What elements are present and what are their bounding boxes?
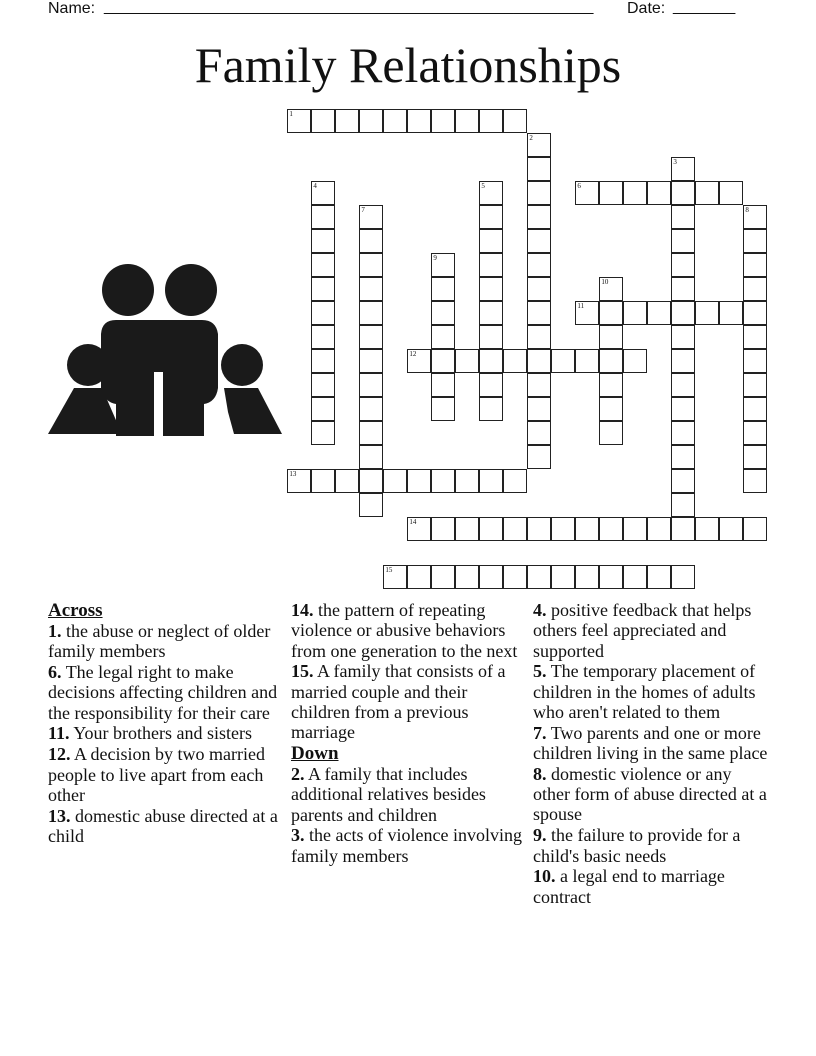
grid-cell[interactable]	[359, 277, 383, 301]
grid-cell[interactable]	[359, 205, 383, 229]
cell-number: 5	[481, 182, 485, 191]
clue-number: 2.	[291, 764, 305, 785]
grid-cell[interactable]	[647, 181, 671, 205]
cell-number: 2	[529, 134, 533, 143]
grid-cell[interactable]	[479, 565, 503, 589]
grid-cell[interactable]	[311, 421, 335, 445]
grid-cell[interactable]	[599, 277, 623, 301]
grid-cell[interactable]	[743, 205, 767, 229]
family-icon	[46, 262, 284, 436]
grid-cell[interactable]	[479, 349, 503, 373]
grid-cell[interactable]	[719, 517, 743, 541]
clue-item	[533, 600, 768, 661]
grid-cell[interactable]	[359, 253, 383, 277]
clue-item	[291, 825, 526, 866]
grid-cell[interactable]	[527, 349, 551, 373]
grid-cell[interactable]	[527, 373, 551, 397]
grid-cell[interactable]	[575, 301, 599, 325]
clue-number: 9.	[533, 825, 547, 846]
grid-cell[interactable]	[407, 517, 431, 541]
clue-text: The legal right to make decisions affecting children and the responsibility for their care	[48, 662, 278, 723]
grid-cell[interactable]	[527, 565, 551, 589]
grid-cell[interactable]	[311, 229, 335, 253]
grid-cell[interactable]	[671, 181, 695, 205]
grid-cell[interactable]	[551, 517, 575, 541]
grid-cell[interactable]	[695, 181, 719, 205]
grid-cell[interactable]	[671, 253, 695, 277]
grid-cell[interactable]	[359, 421, 383, 445]
grid-cell[interactable]	[359, 493, 383, 517]
grid-cell[interactable]	[623, 565, 647, 589]
grid-cell[interactable]	[431, 349, 455, 373]
grid-cell[interactable]	[455, 565, 479, 589]
grid-cell[interactable]	[479, 253, 503, 277]
grid-cell[interactable]	[743, 517, 767, 541]
cell-number: 1	[289, 110, 293, 119]
grid-cell[interactable]	[527, 229, 551, 253]
clue-number: 4.	[533, 600, 547, 620]
grid-cell[interactable]	[503, 517, 527, 541]
grid-cell[interactable]	[479, 517, 503, 541]
down-heading: Down	[291, 743, 339, 765]
grid-cell[interactable]	[479, 205, 503, 229]
grid-cell[interactable]	[359, 349, 383, 373]
clue-text: positive feedback that helps others feel appreciated and supported	[533, 600, 752, 661]
clue-item	[533, 866, 768, 907]
grid-cell[interactable]	[671, 469, 695, 493]
grid-cell[interactable]	[527, 325, 551, 349]
grid-cell[interactable]	[743, 229, 767, 253]
cell-number: 6	[577, 182, 581, 191]
grid-cell[interactable]	[695, 301, 719, 325]
grid-cell[interactable]	[575, 517, 599, 541]
grid-cell[interactable]	[311, 397, 335, 421]
grid-cell[interactable]	[479, 181, 503, 205]
clue-item	[291, 661, 526, 742]
grid-cell[interactable]	[407, 565, 431, 589]
clue-item	[48, 806, 283, 847]
clue-number: 14.	[291, 600, 314, 620]
grid-cell[interactable]	[719, 181, 743, 205]
grid-cell[interactable]	[431, 373, 455, 397]
grid-cell[interactable]	[599, 301, 623, 325]
grid-cell[interactable]	[671, 301, 695, 325]
grid-cell[interactable]	[743, 301, 767, 325]
grid-cell[interactable]	[719, 301, 743, 325]
grid-cell[interactable]	[527, 421, 551, 445]
grid-cell[interactable]	[671, 157, 695, 181]
grid-cell[interactable]	[383, 109, 407, 133]
grid-cell[interactable]	[407, 469, 431, 493]
cell-number: 8	[745, 206, 749, 215]
grid-cell[interactable]	[431, 277, 455, 301]
clue-text: the abuse or neglect of older family members	[48, 621, 271, 662]
grid-cell[interactable]	[431, 565, 455, 589]
name-field[interactable]: _______________________________________________________	[104, 0, 594, 15]
grid-cell[interactable]	[407, 109, 431, 133]
grid-cell[interactable]	[671, 277, 695, 301]
clue-text: Your brothers and sisters	[73, 723, 253, 744]
cell-number: 12	[409, 350, 417, 359]
grid-cell[interactable]	[431, 109, 455, 133]
clue-item	[533, 764, 768, 825]
grid-cell[interactable]	[479, 397, 503, 421]
grid-cell[interactable]	[743, 445, 767, 469]
grid-cell[interactable]	[647, 301, 671, 325]
grid-cell[interactable]	[311, 373, 335, 397]
grid-cell[interactable]	[287, 109, 311, 133]
grid-cell[interactable]	[431, 469, 455, 493]
clue-item	[533, 825, 768, 866]
clue-text: Two parents and one or more children living in the same place	[533, 722, 768, 764]
grid-cell[interactable]	[599, 565, 623, 589]
grid-cell[interactable]	[599, 181, 623, 205]
grid-cell[interactable]	[311, 469, 335, 493]
cell-number: 9	[433, 254, 437, 263]
clue-item	[291, 600, 526, 661]
grid-cell[interactable]	[479, 229, 503, 253]
clue-text: the pattern of repeating violence or abusive behaviors from one generation to the next	[291, 600, 518, 661]
grid-cell[interactable]	[455, 469, 479, 493]
grid-cell[interactable]	[431, 517, 455, 541]
grid-cell[interactable]	[503, 349, 527, 373]
grid-cell[interactable]	[743, 325, 767, 349]
grid-cell[interactable]	[431, 397, 455, 421]
grid-cell[interactable]	[359, 325, 383, 349]
clue-text: a legal end to marriage contract	[533, 866, 725, 907]
grid-cell[interactable]	[311, 205, 335, 229]
clue-item	[533, 661, 768, 722]
grid-cell[interactable]	[383, 469, 407, 493]
clue-text: domestic abuse directed at a child	[48, 805, 278, 846]
clues-column-3	[533, 600, 768, 907]
across-heading: Across	[48, 600, 103, 621]
name-label: Name:	[48, 0, 96, 17]
grid-cell[interactable]	[671, 325, 695, 349]
grid-cell[interactable]	[311, 277, 335, 301]
grid-cell[interactable]	[383, 565, 407, 589]
cell-number: 10	[601, 278, 609, 287]
date-field[interactable]: _______	[673, 0, 736, 15]
grid-cell[interactable]	[455, 109, 479, 133]
clue-number: 13.	[48, 805, 71, 826]
clue-item	[533, 723, 768, 764]
grid-cell[interactable]	[359, 373, 383, 397]
grid-cell[interactable]	[311, 181, 335, 205]
grid-cell[interactable]	[599, 517, 623, 541]
grid-cell[interactable]	[671, 517, 695, 541]
grid-cell[interactable]	[671, 445, 695, 469]
page-title: Family Relationships	[194, 37, 622, 93]
clue-number: 3.	[291, 825, 305, 846]
grid-cell[interactable]	[743, 277, 767, 301]
grid-cell[interactable]	[359, 397, 383, 421]
grid-cell[interactable]	[575, 181, 599, 205]
grid-cell[interactable]	[407, 349, 431, 373]
clue-number: 8.	[533, 763, 547, 784]
cell-number: 14	[409, 518, 417, 527]
grid-cell[interactable]	[599, 397, 623, 421]
grid-cell[interactable]	[455, 349, 479, 373]
clue-text: domestic violence or any other form of abuse directed at a spouse	[533, 763, 767, 825]
clue-number: 6.	[48, 662, 62, 683]
grid-cell[interactable]	[455, 517, 479, 541]
grid-cell[interactable]	[671, 397, 695, 421]
grid-cell[interactable]	[359, 109, 383, 133]
grid-cell[interactable]	[431, 301, 455, 325]
grid-cell[interactable]	[311, 349, 335, 373]
grid-cell[interactable]	[599, 349, 623, 373]
grid-cell[interactable]	[479, 301, 503, 325]
grid-cell[interactable]	[503, 565, 527, 589]
date-label: Date:	[627, 0, 666, 17]
grid-cell[interactable]	[671, 205, 695, 229]
grid-cell[interactable]	[527, 397, 551, 421]
cell-number: 11	[577, 302, 585, 311]
grid-cell[interactable]	[527, 301, 551, 325]
grid-cell[interactable]	[527, 277, 551, 301]
clue-item	[48, 621, 283, 662]
grid-cell[interactable]	[575, 565, 599, 589]
clue-number: 7.	[533, 722, 547, 743]
grid-cell[interactable]	[359, 229, 383, 253]
clue-text: The temporary placement of children in the homes of adults who aren't related to them	[533, 661, 756, 722]
grid-cell[interactable]	[311, 301, 335, 325]
cell-number: 3	[673, 158, 677, 167]
cell-number: 15	[385, 566, 393, 575]
grid-cell[interactable]	[743, 349, 767, 373]
grid-cell[interactable]	[311, 109, 335, 133]
grid-cell[interactable]	[743, 397, 767, 421]
grid-cell[interactable]	[479, 277, 503, 301]
grid-cell[interactable]	[671, 493, 695, 517]
clue-text: A family that includes additional relatives besides parents and children	[291, 764, 486, 825]
grid-cell[interactable]	[311, 325, 335, 349]
clue-item	[48, 662, 283, 723]
cell-number: 7	[361, 206, 365, 215]
clue-item	[48, 723, 283, 743]
grid-cell[interactable]	[599, 421, 623, 445]
grid-cell[interactable]	[671, 421, 695, 445]
clue-number: 15.	[291, 661, 314, 682]
grid-cell[interactable]	[527, 517, 551, 541]
clue-item	[48, 744, 283, 805]
grid-cell[interactable]	[647, 565, 671, 589]
cell-number: 4	[313, 182, 317, 191]
clue-number: 1.	[48, 621, 62, 641]
clue-number: 5.	[533, 661, 547, 682]
grid-cell[interactable]	[623, 181, 647, 205]
grid-cell[interactable]	[527, 157, 551, 181]
cell-number: 13	[289, 470, 297, 479]
grid-cell[interactable]	[671, 349, 695, 373]
grid-cell[interactable]	[479, 373, 503, 397]
grid-cell[interactable]	[527, 253, 551, 277]
grid-cell[interactable]	[575, 349, 599, 373]
grid-cell[interactable]	[671, 565, 695, 589]
grid-cell[interactable]	[743, 421, 767, 445]
grid-cell[interactable]	[359, 301, 383, 325]
grid-cell[interactable]	[503, 109, 527, 133]
grid-cell[interactable]	[671, 229, 695, 253]
grid-cell[interactable]	[287, 469, 311, 493]
grid-cell[interactable]	[431, 325, 455, 349]
grid-cell[interactable]	[335, 109, 359, 133]
grid-cell[interactable]	[743, 469, 767, 493]
grid-cell[interactable]	[647, 517, 671, 541]
grid-cell[interactable]	[311, 253, 335, 277]
grid-cell[interactable]	[503, 469, 527, 493]
grid-cell[interactable]	[359, 445, 383, 469]
clue-number: 10.	[533, 866, 556, 887]
clue-number: 12.	[48, 744, 71, 765]
grid-cell[interactable]	[359, 469, 383, 493]
grid-cell[interactable]	[695, 517, 719, 541]
clue-text: A decision by two married people to live apart from each other	[48, 744, 265, 805]
grid-cell[interactable]	[743, 373, 767, 397]
grid-cell[interactable]	[599, 325, 623, 349]
clue-text: the acts of violence involving family members	[291, 825, 522, 866]
grid-cell[interactable]	[527, 205, 551, 229]
grid-cell[interactable]	[527, 133, 551, 157]
grid-cell[interactable]	[671, 373, 695, 397]
grid-cell[interactable]	[623, 517, 647, 541]
clue-text: A family that consists of a married couple and their children from a previous marriage	[291, 661, 506, 743]
clue-number: 11.	[48, 723, 70, 744]
clues-column-1	[48, 600, 283, 847]
grid-cell[interactable]	[623, 349, 647, 373]
grid-cell[interactable]	[479, 109, 503, 133]
grid-cell[interactable]	[551, 349, 575, 373]
grid-cell[interactable]	[551, 565, 575, 589]
grid-cell[interactable]	[599, 373, 623, 397]
clue-item	[291, 764, 526, 825]
grid-cell[interactable]	[335, 469, 359, 493]
clues-column-2	[291, 600, 526, 867]
grid-cell[interactable]	[431, 253, 455, 277]
grid-cell[interactable]	[479, 469, 503, 493]
grid-cell[interactable]	[479, 325, 503, 349]
grid-cell[interactable]	[527, 445, 551, 469]
grid-cell[interactable]	[743, 253, 767, 277]
grid-cell[interactable]	[527, 181, 551, 205]
grid-cell[interactable]	[623, 301, 647, 325]
clue-text: the failure to provide for a child's basic needs	[533, 825, 741, 866]
